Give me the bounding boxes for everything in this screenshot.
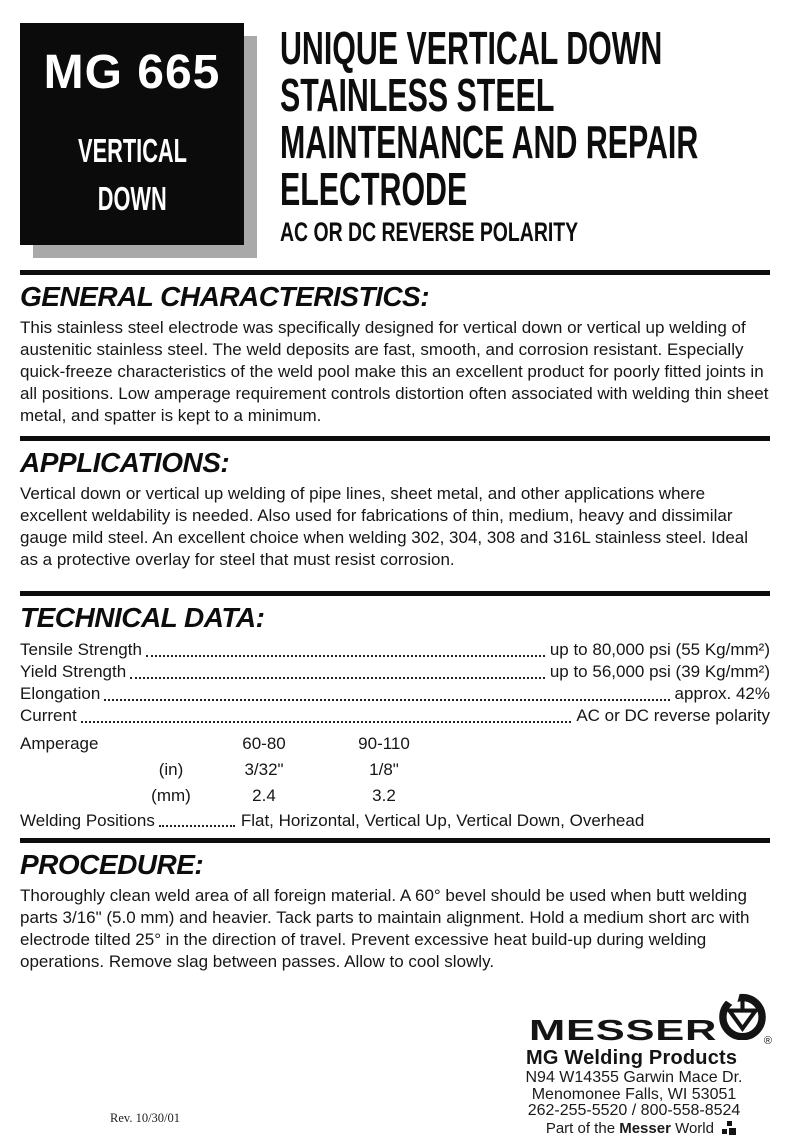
spec-value: up to 80,000 psi (55 Kg/mm²) xyxy=(549,640,770,659)
spec-label: Elongation xyxy=(20,684,101,703)
diameter-value: 2.4 xyxy=(252,786,276,805)
tagline-prefix: Part of the xyxy=(545,1120,620,1136)
product-badge-line2: DOWN xyxy=(97,180,167,217)
procedure-heading: PROCEDURE: xyxy=(20,849,204,880)
amperage-row-label xyxy=(20,757,132,783)
product-badge-box xyxy=(20,23,244,245)
spec-label: Yield Strength xyxy=(20,662,127,681)
messer-wordmark: MESSER xyxy=(529,1015,718,1047)
dot-leader xyxy=(146,639,545,657)
diameter-value: 1/8" xyxy=(369,760,399,779)
header xyxy=(20,0,770,258)
diameter-value: 3/32" xyxy=(244,760,284,779)
title-block xyxy=(257,23,790,258)
phone-numbers: 262-255-5520 / 800-558-8524 xyxy=(527,1102,741,1119)
page-title-line: MAINTENANCE AND REPAIR xyxy=(280,116,699,168)
spec-value: AC or DC reverse polarity xyxy=(576,706,770,725)
page-title-line: UNIQUE VERTICAL DOWN xyxy=(280,22,663,74)
spec-value: approx. 42% xyxy=(674,684,770,703)
section-divider xyxy=(20,591,770,596)
amperage-value: 90-110 xyxy=(358,734,410,753)
page-title-line: STAINLESS STEEL xyxy=(280,69,555,121)
product-badge xyxy=(20,23,257,258)
welding-positions-value: Flat, Horizontal, Vertical Up, Vertical Down, Overhead xyxy=(240,811,645,830)
product-badge-line1: VERTICAL xyxy=(77,132,187,169)
tagline-brand: Messer xyxy=(619,1120,671,1136)
division-name: MG Welding Products xyxy=(526,1047,738,1069)
applications-heading: APPLICATIONS: xyxy=(20,447,230,478)
spec-label: Current xyxy=(20,706,77,725)
spec-value: up to 56,000 psi (39 Kg/mm²) xyxy=(549,662,770,681)
welding-positions-row xyxy=(20,810,770,831)
general-characteristics-heading: GENERAL CHARACTERISTICS: xyxy=(20,281,430,312)
technical-spec-list xyxy=(20,639,770,727)
messer-logo-icon xyxy=(718,991,767,1040)
spec-row-current xyxy=(20,705,770,727)
applications-body: Vertical down or vertical up welding of pipe lines, sheet metal, and other applications where excellent weldability is needed. Also used for fabrications of thin, medium, heavy and dissimilar gauge mild steel. An excellent choice when welding 302, 304, 308 and 316L stainless steel. Ideal as a protective overlay for steel that must resist corrosion. xyxy=(20,484,749,569)
spec-row-elongation xyxy=(20,683,770,705)
welding-positions-label: Welding Positions xyxy=(20,811,155,830)
page-subtitle: AC OR DC REVERSE POLARITY xyxy=(280,217,579,247)
section-divider xyxy=(20,270,770,275)
diameter-unit-in: (in) xyxy=(158,760,184,779)
spec-row-tensile-strength xyxy=(20,639,770,661)
address-line-city: Menomonee Falls, WI 53051 xyxy=(531,1085,737,1103)
procedure-body: Thoroughly clean weld area of all foreign material. A 60° bevel should be used when butt welding parts 3/16" (5.0 mm) and heavier. Tack parts to maintain alignment. Hold a medium short arc with electrode tilted 25° in the direction of travel. Prevent excessive heat build-up during welding operations. Remove slag between passes. Allow to cool slowly. xyxy=(20,886,750,971)
product-model: MG 665 xyxy=(43,46,221,99)
spec-label: Tensile Strength xyxy=(20,640,142,659)
amperage-unit xyxy=(132,731,210,757)
registered-trademark-symbol: ® xyxy=(763,1035,772,1047)
general-characteristics-body: This stainless steel electrode was specifically designed for vertical down or vertical up welding of austenitic stainless steel. The weld deposits are fast, smooth, and corrosion resistant. Especially quick-freeze characteristics of the weld pool make this an excellent product for poorly fitted joints in all positions. Low amperage requirement controls distortion often associated with welding thin sheet metal, and spatter is kept to a minimum. xyxy=(20,318,769,425)
section-divider xyxy=(20,436,770,441)
dot-leader xyxy=(130,661,545,679)
spec-row-yield-strength xyxy=(20,661,770,683)
dot-leader xyxy=(81,705,572,723)
dot-leader xyxy=(159,810,235,827)
amperage-value: 60-80 xyxy=(242,734,286,753)
amperage-table xyxy=(20,731,770,809)
footer-brand-block xyxy=(515,991,771,1136)
diameter-value: 3.2 xyxy=(372,786,396,805)
tagline-suffix: World xyxy=(670,1120,714,1136)
address-line-street: N94 W14355 Garwin Mace Dr. xyxy=(525,1069,743,1086)
messer-world-icon xyxy=(722,1121,736,1135)
page-title-line: ELECTRODE xyxy=(280,163,468,215)
section-divider xyxy=(20,838,770,843)
revision-label: Rev. 10/30/01 xyxy=(110,1111,181,1125)
technical-data-heading: TECHNICAL DATA: xyxy=(20,602,265,633)
tagline xyxy=(515,1120,767,1136)
diameter-unit-mm: (mm) xyxy=(151,786,191,805)
dot-leader xyxy=(104,683,669,701)
amperage-row-label xyxy=(20,783,132,809)
address-block xyxy=(515,1070,753,1120)
amperage-row-label: Amperage xyxy=(20,734,99,753)
